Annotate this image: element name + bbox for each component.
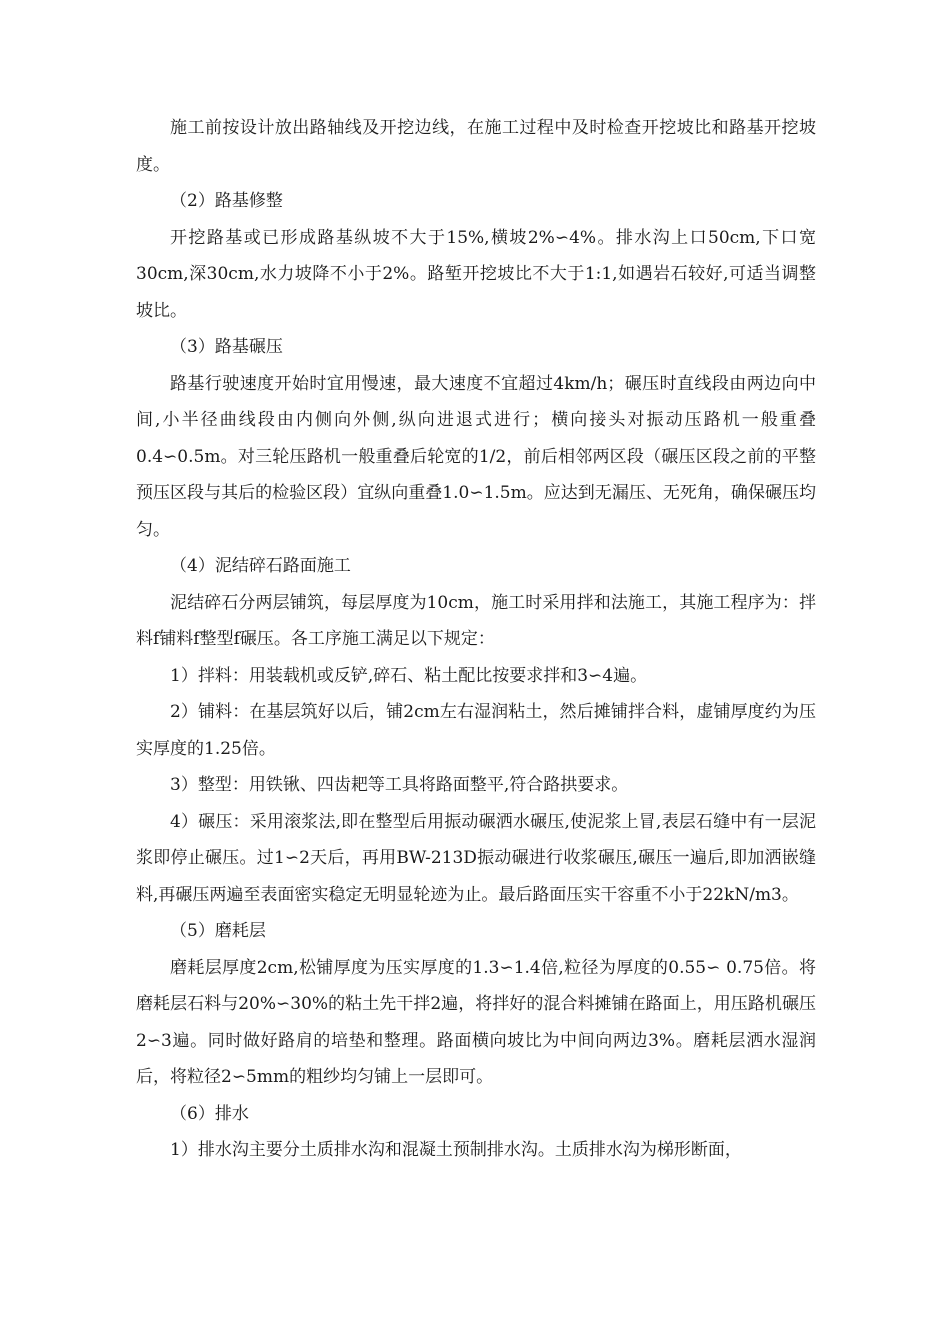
- list-item-spreading: 2）铺料：在基层筑好以后，铺2cm左右湿润粘土，然后摊铺拌合料，虚铺厚度约为压实厚度的1.25倍。: [136, 702, 816, 759]
- list-item-drainage-ditch: 1）排水沟主要分土质排水沟和混凝土预制排水沟。土质排水沟为梯形断面，: [170, 1140, 742, 1160]
- section-heading-roadbed-trimming: （2）路基修整: [170, 191, 283, 211]
- paragraph-roadbed-compaction: 路基行驶速度开始时宜用慢速，最大速度不宜超过4km/h；碾压时直线段由两边向中间,小半径曲线段由内侧向外侧,纵向进退式进行；横向接头对振动压路机一般重叠0.4∽0.5m。对三轮压路机一般重叠后轮宽的1/2，前后相邻两区段（碾压区段之前的平整预压区段与其后的检验区段）宜纵向重叠1.0∽1.5m。应达到无漏压、无死角，确保碾压均匀。: [136, 373, 816, 540]
- list-item-shaping: 3）整型：用铁锹、四齿耙等工具将路面整平,符合路拱要求。: [170, 775, 629, 795]
- list-item-rolling: 4）碾压：采用滚浆法,即在整型后用振动碾洒水碾压,使泥浆上冒,表层石缝中有一层泥浆即停止碾压。过1∽2天后，再用BW-213D振动碾进行收浆碾压,碾压一遍后,即加洒嵌缝料,再碾压两遍至表面密实稳定无明显轮迹为止。最后路面压实干容重不小于22kN/m3。: [136, 811, 816, 905]
- section-heading-roadbed-compaction: （3）路基碾压: [170, 337, 283, 357]
- paragraph-wearing-layer: 磨耗层厚度2cm,松铺厚度为压实厚度的1.3∽1.4倍,粒径为厚度的0.55∽ 0.75倍。将磨耗层石料与20%∽30%的粘土先干拌2遍，将拌好的混合料摊铺在路面上，用压路机碾压2∽3遍。同时做好路肩的培垫和整理。路面横向坡比为中间向两边3%。磨耗层洒水湿润后，将粒径2∽5mm的粗纱均匀铺上一层即可。: [136, 957, 816, 1087]
- list-item-mixing: 1）拌料：用装载机或反铲,碎石、粘土配比按要求拌和3∽4遍。: [170, 665, 648, 686]
- section-heading-wearing-layer: （5）磨耗层: [170, 921, 266, 941]
- paragraph-macadam-pavement: 泥结碎石分两层铺筑，每层厚度为10cm，施工时采用拌和法施工，其施工程序为：拌料f铺料f整型f碾压。各工序施工满足以下规定：: [136, 592, 816, 649]
- section-heading-macadam-pavement: （4）泥结碎石路面施工: [170, 556, 351, 576]
- document-body: [136, 110, 816, 1169]
- paragraph-excavation-lines: 施工前按设计放出路轴线及开挖边线，在施工过程中及时检查开挖坡比和路基开挖坡度。: [136, 118, 816, 175]
- paragraph-roadbed-trimming: 开挖路基或已形成路基纵坡不大于15%,横坡2%∽4%。排水沟上口50cm,下口宽30cm,深30cm,水力坡降不小于2%。路堑开挖坡比不大于1:1,如遇岩石较好,可适当调整坡比。: [136, 227, 816, 321]
- section-heading-drainage: （6）排水: [170, 1103, 249, 1124]
